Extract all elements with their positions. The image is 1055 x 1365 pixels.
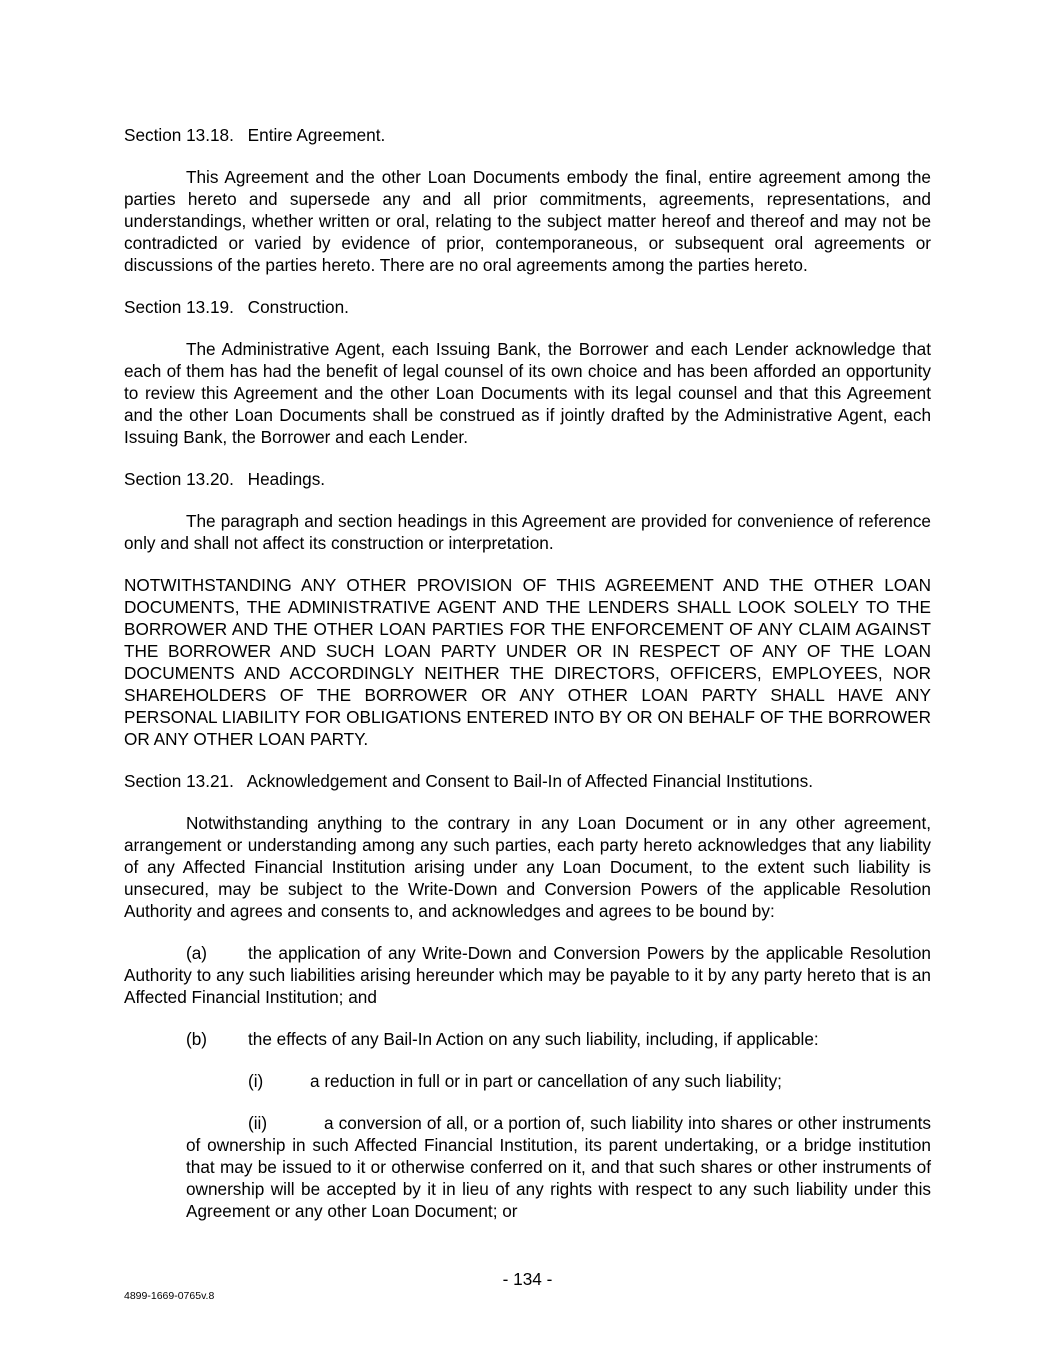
limitation-of-liability-clause: NOTWITHSTANDING ANY OTHER PROVISION OF THIS AGREEMENT AND THE OTHER LOAN DOCUMENTS, THE ADMINISTRATIVE AGENT AND THE LENDERS SHALL LOOK SOLELY TO THE BORROWER AND THE OTHER LOAN PARTIES FOR THE ENFORCEMENT OF ANY CLAIM AGAINST THE BORROWER AND SUCH LOAN PARTY UNDER OR IN RESPECT OF ANY OF THE LOAN DOCUMENTS AND ACCORDINGLY NEITHER THE DIRECTORS, OFFICERS, EMPLOYEES, NOR SHAREHOLDERS OF THE BORROWER OR ANY OTHER LOAN PARTY SHALL HAVE ANY PERSONAL LIABILITY FOR OBLIGATIONS ENTERED INTO BY OR ON BEHALF OF THE BORROWER OR ANY OTHER LOAN PARTY. bbox=[124, 575, 931, 749]
list-item-b bbox=[186, 1028, 931, 1050]
list-item-a bbox=[124, 942, 931, 1008]
item-text: the application of any Write-Down and Conversion Powers by the applicable Resolution Authority to any such liabilities arising hereunder which may be payable to it by any party hereto that is an Affected Financial Institution; and bbox=[124, 943, 931, 1007]
section-heading-13-19 bbox=[124, 296, 931, 318]
section-heading-13-18 bbox=[124, 124, 931, 146]
document-id: 4899-1669-0765v.8 bbox=[124, 1290, 215, 1302]
page-number: - 134 - bbox=[502, 1269, 553, 1289]
section-number: Section 13.18. bbox=[124, 125, 234, 145]
section-body-13-21: Notwithstanding anything to the contrary in any Loan Document or in any other agreement, arrangement or understanding among any such parties, each party hereto acknowledges that any liability of any Affected Financial Institution arising under any Loan Document, to the extent such liability is unsecured, may be subject to the Write-Down and Conversion Powers of the applicable Resolution Authority and agrees and consents to, and acknowledges and agrees to be bound by: bbox=[124, 813, 931, 921]
section-body-13-19: The Administrative Agent, each Issuing Bank, the Borrower and each Lender acknowledge that each of them has had the benefit of legal counsel of its own choice and has been afforded an opportunity to review this Agreement and the other Loan Documents with its legal counsel and that this Agreement and the other Loan Documents shall be construed as if jointly drafted by the Administrative Agent, each Issuing Bank, the Borrower and each Lender. bbox=[124, 339, 931, 447]
section-title: Entire Agreement. bbox=[247, 125, 386, 145]
section-heading-13-21 bbox=[124, 770, 931, 792]
section-heading-13-20 bbox=[124, 468, 931, 490]
section-number: Section 13.20. bbox=[124, 469, 234, 489]
item-label: (ii) bbox=[248, 1113, 268, 1133]
item-text: a reduction in full or in part or cancellation of any such liability; bbox=[310, 1071, 782, 1091]
section-number: Section 13.19. bbox=[124, 297, 234, 317]
section-number: Section 13.21. bbox=[124, 771, 234, 791]
item-text: a conversion of all, or a portion of, such liability into shares or other instruments of ownership in such Affected Financial Institution, its parent undertaking, or a bridge institution that may be issued to it or otherwise conferred on it, and that such shares or other instruments of ownership will be accepted by it in lieu of any rights with respect to any such liability under this Agreement or any other Loan Document; or bbox=[186, 1113, 931, 1221]
section-body-13-20: The paragraph and section headings in this Agreement are provided for convenience of reference only and shall not affect its construction or interpretation. bbox=[124, 511, 931, 553]
item-label: (i) bbox=[248, 1071, 264, 1091]
item-label: (b) bbox=[186, 1029, 208, 1049]
item-text: the effects of any Bail-In Action on any such liability, including, if applicable: bbox=[248, 1029, 819, 1049]
list-item-b-ii bbox=[186, 1112, 931, 1222]
section-body-13-18: This Agreement and the other Loan Documents embody the final, entire agreement among the parties hereto and supersede any and all prior commitments, agreements, representations, and understandings, whether written or oral, relating to the subject matter hereof and thereof and may not be contradicted or varied by evidence of prior, contemporaneous, or subsequent oral agreements or discussions of the parties hereto. There are no oral agreements among the parties hereto. bbox=[124, 167, 931, 275]
item-label: (a) bbox=[186, 943, 208, 963]
section-title: Construction. bbox=[247, 297, 349, 317]
list-item-b-i bbox=[248, 1070, 931, 1092]
section-title: Headings. bbox=[247, 469, 326, 489]
document-page bbox=[124, 124, 931, 1222]
section-title: Acknowledgement and Consent to Bail-In of Affected Financial Institutions. bbox=[246, 771, 813, 791]
